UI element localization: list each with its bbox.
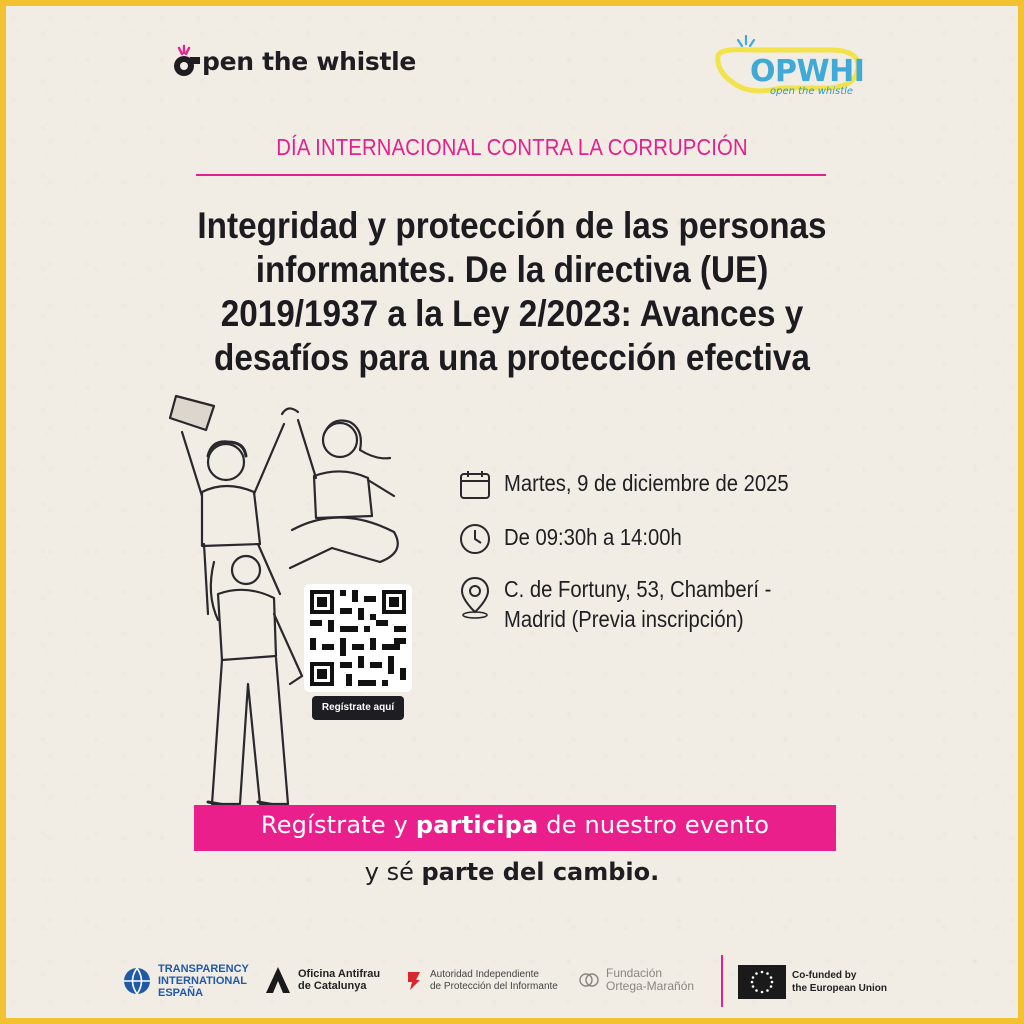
aipi-logo xyxy=(404,969,558,993)
globe-icon xyxy=(122,966,152,996)
headline-line-4: desafíos para una protección efectiva xyxy=(214,337,810,378)
qr-code[interactable] xyxy=(304,584,412,692)
location-pin-icon xyxy=(458,574,492,620)
aipi-line-2: de Protección del Informante xyxy=(430,981,558,992)
headline-line-3: 2019/1937 a la Ley 2/2023: Avances y xyxy=(220,293,804,334)
event-location-line-2: Madrid (Previa inscripción) xyxy=(504,606,744,632)
event-kicker: DÍA INTERNACIONAL CONTRA LA CORRUPCIÓN xyxy=(276,134,748,160)
oac-line-2: de Catalunya xyxy=(298,980,367,992)
cta-line-2-start: y sé xyxy=(364,858,422,886)
poster xyxy=(6,6,1018,1018)
event-location-line-1: C. de Fortuny, 53, Chamberí - xyxy=(504,576,772,602)
oac-line-1: Oficina Antifrau xyxy=(298,968,381,980)
cta-line-2-bold: parte del cambio. xyxy=(421,858,660,886)
headline-line-1: Integridad y protección de las personas xyxy=(197,205,827,246)
clock-icon xyxy=(458,522,492,556)
event-date-row xyxy=(458,468,827,502)
oficina-antifrau-logo xyxy=(264,965,380,995)
opwhi-wordmark: OPWHI xyxy=(750,54,865,89)
opwhi-logo xyxy=(710,34,870,104)
kicker-underline xyxy=(196,174,826,176)
ti-line-2: INTERNATIONAL xyxy=(158,975,248,987)
event-time: De 09:30h a 14:00h xyxy=(504,524,682,550)
fom-line-2: Ortega-Marañón xyxy=(606,979,695,993)
event-headline xyxy=(165,204,860,380)
cta-line-1-end: de nuestro evento xyxy=(538,811,770,839)
ti-line-3: ESPAÑA xyxy=(158,987,204,999)
open-the-whistle-logo xyxy=(170,44,416,78)
eu-line-2: the European Union xyxy=(792,983,887,994)
eu-line-1: Co-funded by xyxy=(792,970,857,981)
eu-flag-icon xyxy=(738,965,786,999)
registration-qr[interactable] xyxy=(304,584,414,722)
cta-line-1 xyxy=(194,811,836,839)
register-here-label: Regístrate aquí xyxy=(312,696,404,720)
aipi-icon xyxy=(404,970,424,992)
partner-logos xyxy=(6,951,1018,1011)
aipi-line-1: Autoridad Independiente xyxy=(430,969,539,980)
fom-emblem-icon xyxy=(578,968,600,992)
event-location xyxy=(504,574,771,634)
brand-wordmark: pen the whistle xyxy=(202,46,417,76)
eu-cofunded-logo xyxy=(738,965,887,999)
event-time-row xyxy=(458,522,706,556)
oac-a-icon xyxy=(264,965,292,995)
cta-line-1-start: Regístrate y xyxy=(260,811,416,839)
calendar-icon xyxy=(458,468,492,502)
transparency-international-logo xyxy=(122,963,249,999)
footer-divider xyxy=(721,955,723,1007)
fom-line-1: Fundación xyxy=(606,966,663,980)
cta-line-1-bold: participa xyxy=(415,811,539,839)
headline-line-2: informantes. De la directiva (UE) xyxy=(255,249,769,290)
event-location-row xyxy=(458,574,808,634)
whistle-icon xyxy=(170,44,200,78)
event-date: Martes, 9 de diciembre de 2025 xyxy=(504,470,789,496)
ti-line-1: TRANSPARENCY xyxy=(158,963,249,975)
opwhi-tagline: open the whistle xyxy=(770,86,854,97)
cta-line-2 xyxy=(6,858,1018,886)
fundacion-ortega-maranon-logo xyxy=(578,967,694,993)
